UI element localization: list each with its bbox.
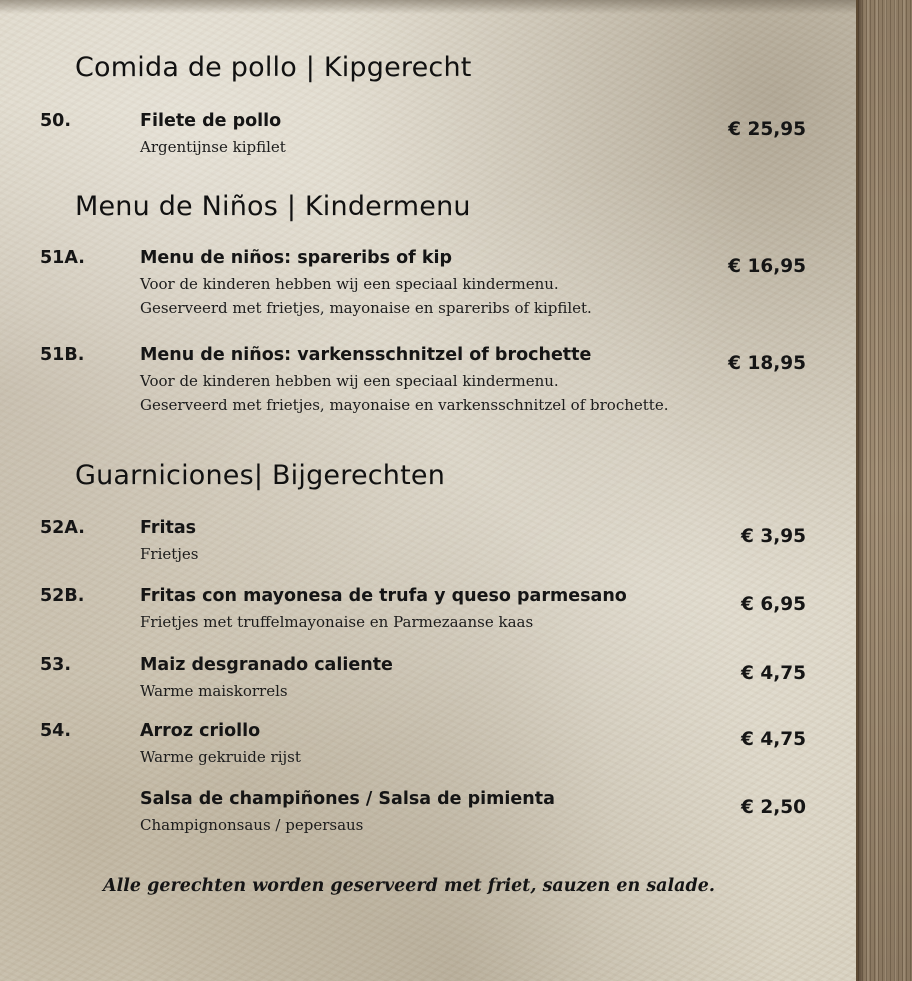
item-description	[140, 369, 668, 417]
section-title-kipgerecht: Comida de pollo | Kipgerecht	[75, 52, 472, 83]
item-description	[140, 745, 301, 769]
wood-plank-border	[856, 0, 912, 981]
item-number: 52A.	[40, 518, 85, 538]
item-price: € 6,95	[741, 594, 806, 615]
item-description-line: Argentijnse kipfilet	[140, 138, 286, 156]
item-name: Maiz desgranado caliente	[140, 655, 393, 675]
item-description-line: Geserveerd met frietjes, mayonaise en varkensschnitzel of brochette.	[140, 396, 669, 414]
item-description	[140, 813, 363, 837]
item-price: € 16,95	[728, 256, 806, 277]
item-number: 51B.	[40, 345, 85, 365]
item-number: 54.	[40, 721, 72, 741]
menu-footnote: Alle gerechten worden geserveerd met friet, sauzen en salade.	[103, 876, 715, 896]
item-description-line: Voor de kinderen hebben wij een speciaal kindermenu.	[140, 372, 559, 390]
item-name: Filete de pollo	[140, 111, 282, 131]
item-name: Salsa de champiñones / Salsa de pimienta	[140, 789, 555, 809]
item-name: Menu de niños: spareribs of kip	[140, 248, 453, 268]
item-number: 53.	[40, 655, 72, 675]
item-description	[140, 679, 288, 703]
item-description-line: Frietjes	[140, 545, 199, 563]
item-description-line: Champignonsaus / pepersaus	[140, 816, 364, 834]
item-price: € 25,95	[728, 119, 806, 140]
item-description-line: Warme maiskorrels	[140, 682, 288, 700]
item-description-line: Geserveerd met frietjes, mayonaise en spareribs of kipfilet.	[140, 299, 592, 317]
section-title-kindermenu: Menu de Niños | Kindermenu	[75, 191, 471, 222]
item-description-line: Warme gekruide rijst	[140, 748, 301, 766]
item-name: Fritas	[140, 518, 197, 538]
item-description	[140, 542, 199, 566]
item-price: € 18,95	[728, 353, 806, 374]
item-description	[140, 610, 533, 634]
item-price: € 4,75	[741, 663, 806, 684]
section-title-bijgerechten: Guarniciones| Bijgerechten	[75, 460, 446, 491]
item-price: € 2,50	[741, 797, 806, 818]
item-description	[140, 272, 592, 320]
item-name: Fritas con mayonesa de trufa y queso parmesano	[140, 586, 627, 606]
item-price: € 3,95	[741, 526, 806, 547]
item-number: 51A.	[40, 248, 85, 268]
item-number: 50.	[40, 111, 72, 131]
item-name: Arroz criollo	[140, 721, 261, 741]
item-number: 52B.	[40, 586, 85, 606]
item-price: € 4,75	[741, 729, 806, 750]
item-description-line: Voor de kinderen hebben wij een speciaal kindermenu.	[140, 275, 559, 293]
item-description-line: Frietjes met truffelmayonaise en Parmezaanse kaas	[140, 613, 534, 631]
item-description	[140, 135, 286, 159]
item-name: Menu de niños: varkensschnitzel of brochette	[140, 345, 592, 365]
